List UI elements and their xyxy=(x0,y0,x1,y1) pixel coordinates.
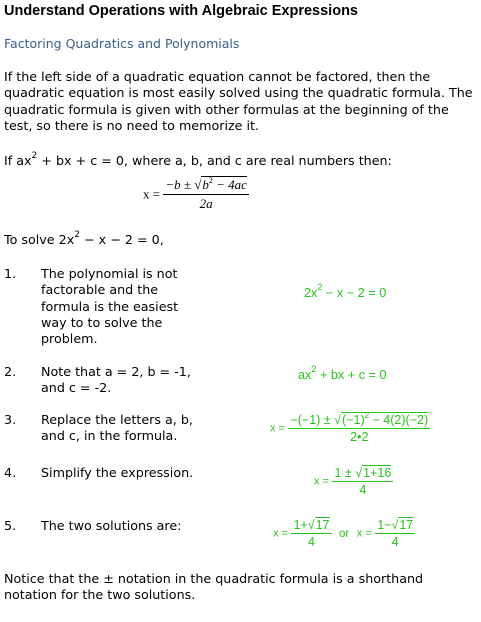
step-number-4: 4. xyxy=(4,465,17,480)
step-number-2: 2. xyxy=(4,364,17,379)
step-number-3: 3. xyxy=(4,412,17,427)
page-title: Understand Operations with Algebraic Expressions xyxy=(4,3,358,19)
step-text-2: Note that a = 2, b = -1, and c = -2. xyxy=(41,364,191,396)
formula-step-2: $ax^2$ + bx + c = 0 xyxy=(298,364,387,382)
step-text-4: Simplify the expression. xyxy=(41,465,194,480)
formula-step-4: x = $\frac{1 \pm √1+16}{4}$ xyxy=(314,466,392,497)
formula-step-5: x = $\frac{1+√17}{4}$ or x = $\frac{1-√17}{4}$ xyxy=(273,518,414,549)
formula-step-1: $2x^2 - x - 2 = 0$ xyxy=(304,282,387,300)
formula-step-3: x = $\frac{-(-1) \pm √(-1)^2 - 4(2)(-2)}{2•2}$ xyxy=(270,411,429,444)
section-subtitle: Factoring Quadratics and Polynomials xyxy=(4,36,240,51)
step-number-5: 5. xyxy=(4,518,17,533)
intro-paragraph: If the left side of a quadratic equation cannot be factored, then the quadratic equation is most easily solved using the quadratic formula. The quadratic formula is given with other formulas at the beginning of the test, so there is no need to memorize it. xyxy=(4,69,473,133)
step-text-5: The two solutions are: xyxy=(41,518,182,533)
step-number-1: 1. xyxy=(4,266,17,281)
step-text-3: Replace the letters a, b, and c, in the formula. xyxy=(41,412,193,444)
to-solve-line: To solve $2x^2 - x - 2 = 0$, xyxy=(4,230,164,247)
condition-line: If $ax^2$ + bx + c = 0, where a, b, and c are real numbers then: xyxy=(4,151,392,168)
quadratic-formula: x = $\frac{-b \pm √b^2 - 4ac}{2a}$ xyxy=(143,176,247,211)
step-text-1: The polynomial is not factorable and the formula is the easiest way to to solve the problem. xyxy=(41,266,179,347)
conclusion-paragraph: Notice that the ± notation in the quadratic formula is a shorthand notation for the two solutions. xyxy=(4,571,424,603)
